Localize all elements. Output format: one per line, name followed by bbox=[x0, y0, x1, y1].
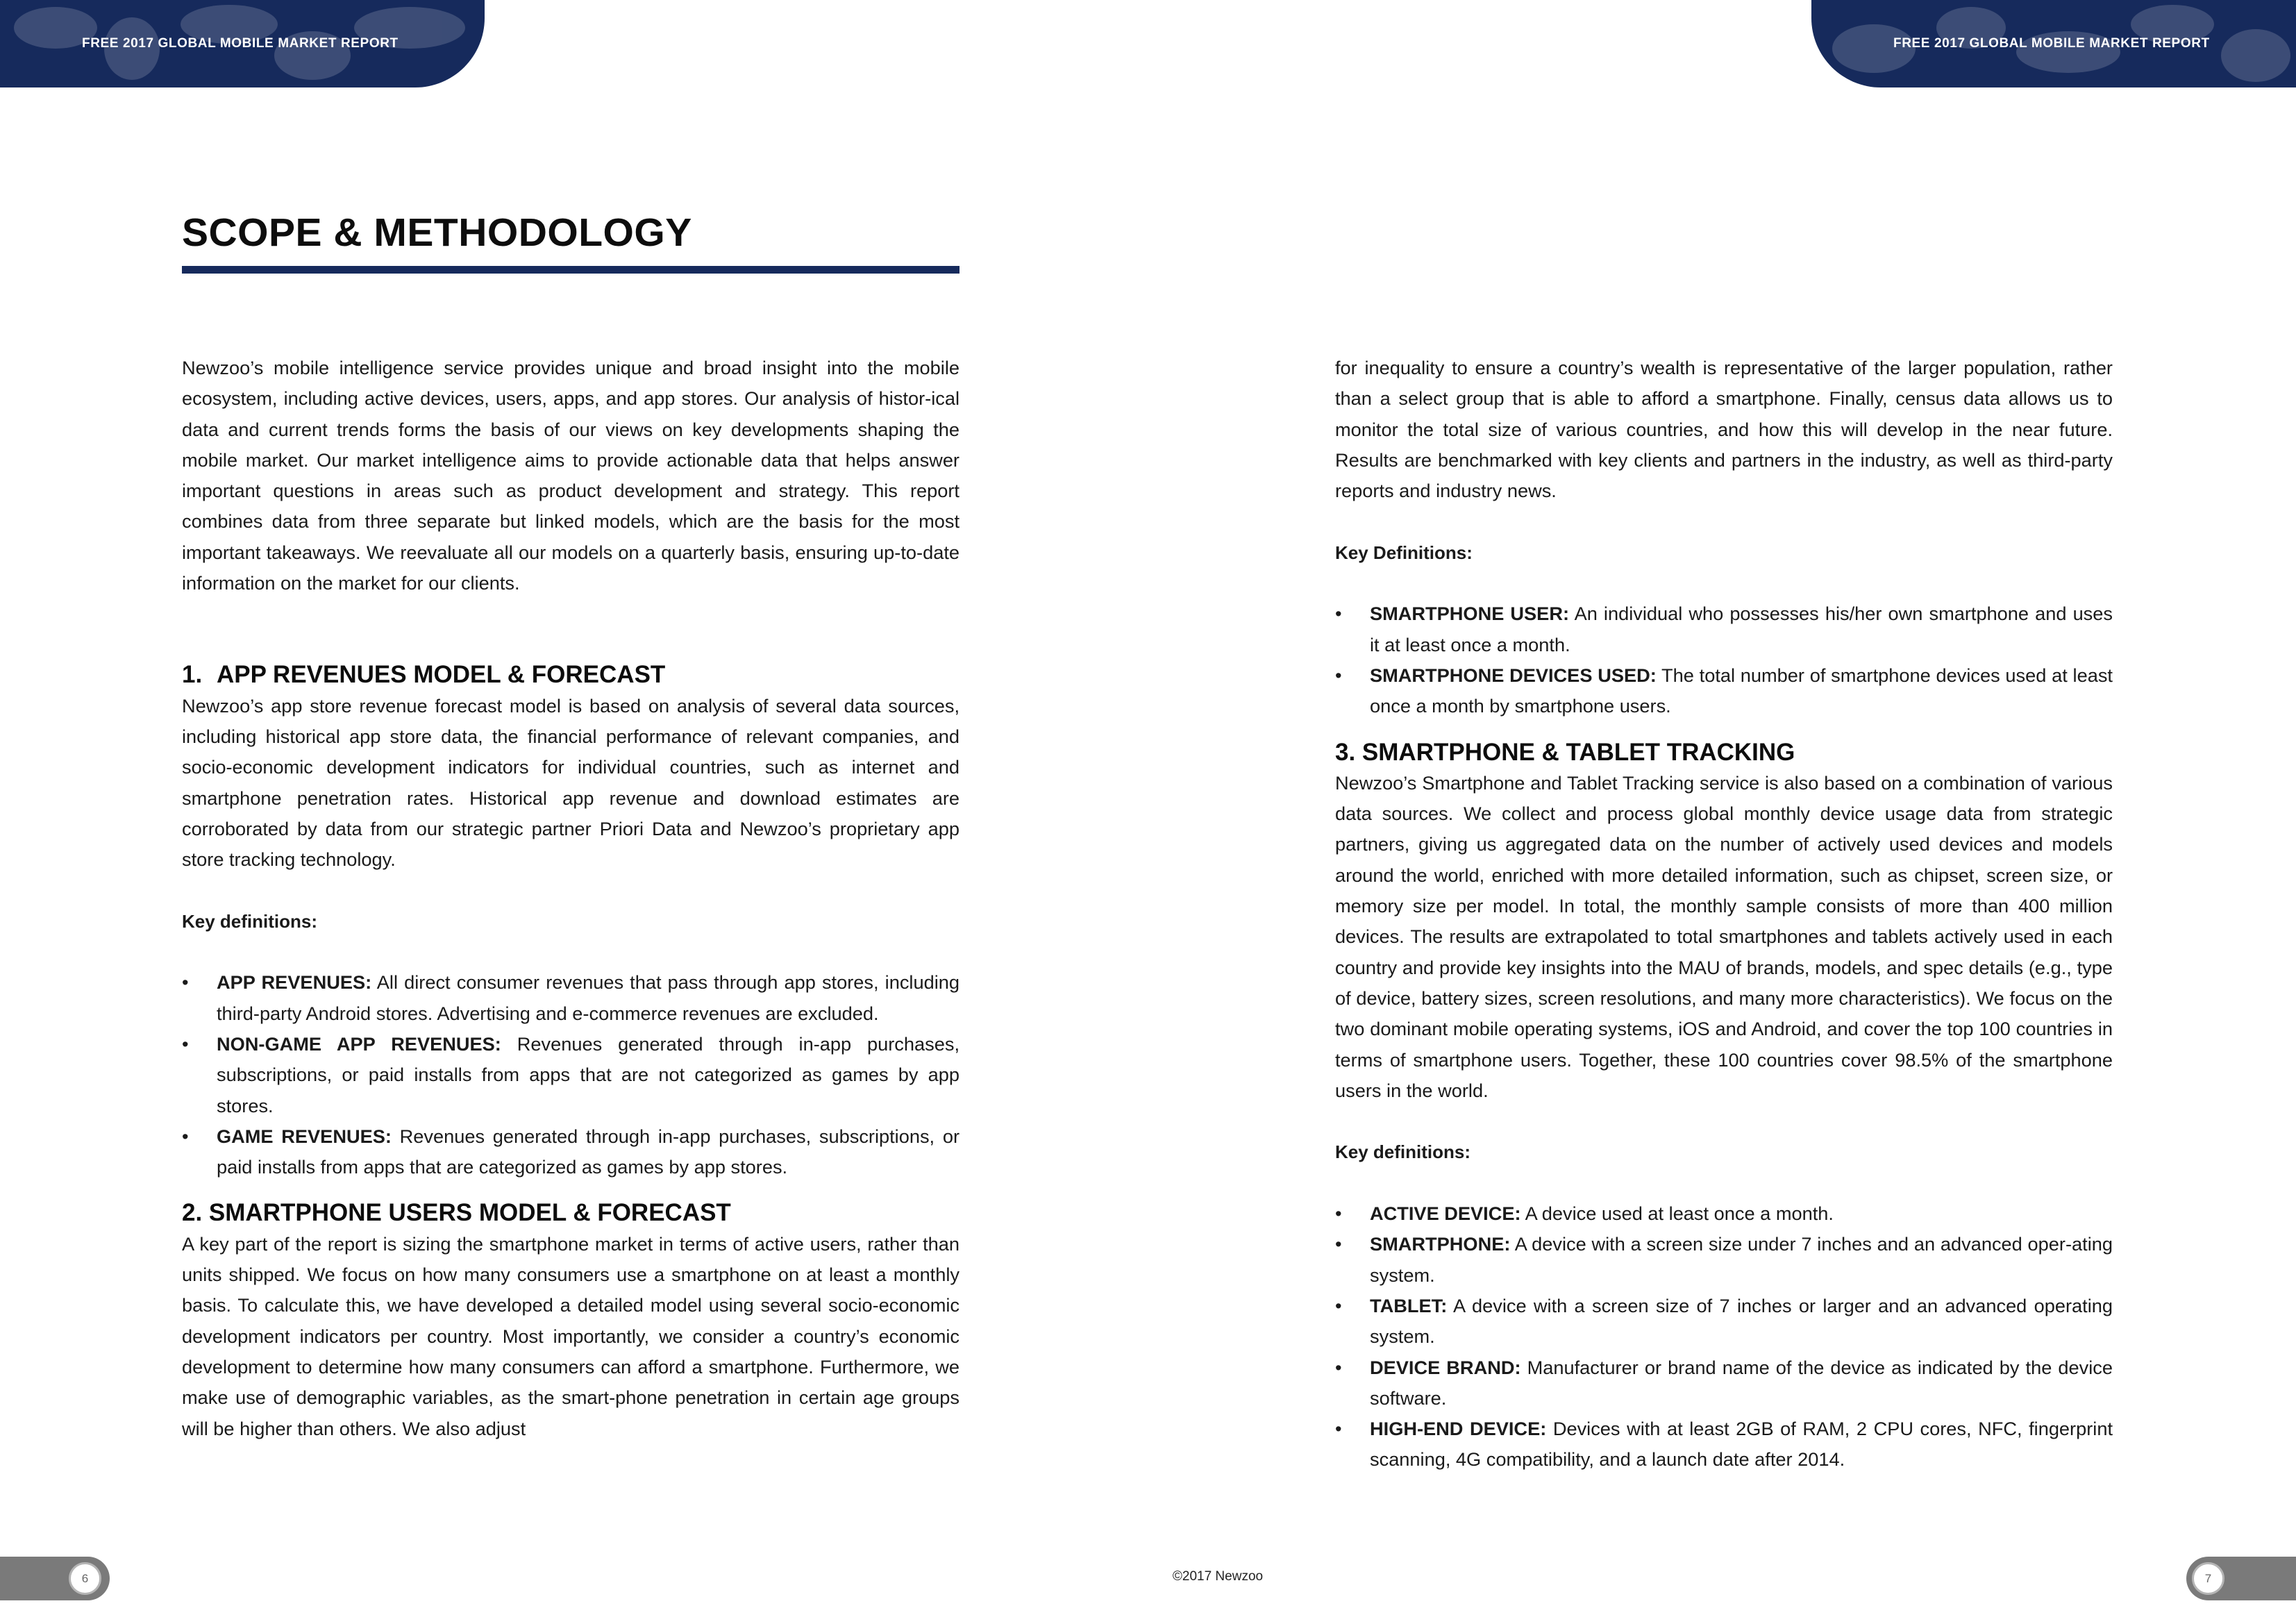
page-number-left: 6 bbox=[69, 1562, 101, 1595]
title-underline bbox=[182, 266, 960, 274]
list-item: • GAME REVENUES: Revenues generated through in-app purchases, subscriptions, or paid installs from apps that are categorized as games by app stores. bbox=[182, 1125, 960, 1178]
copyright-text: ©2017 Newzoo bbox=[1172, 1569, 1264, 1584]
section-2-continuation: for inequality to ensure a country’s wealth is representative of the larger population, rather than a select group that is able to afford a smartphone. Finally, census data allows us to monitor the total size of various countries, and how this will develop in the near future. Results are benchmarked with key clients and partners in the industry, as well as third-party reports and industry news. bbox=[1335, 357, 2113, 502]
section-1-body: Newzoo’s app store revenue forecast model is based on analysis of several data sources, including historical app store data, the financial performance of relevant companies, and socio-economic development indicators for individual countries, such as internet and smartphone penetration rates. Historical app revenue and download estimates are corroborated by data from our strategic partner Priori Data and Newzoo’s proprietary app store tracking technology. bbox=[182, 694, 960, 871]
list-item: • HIGH-END DEVICE: Devices with at least 2GB of RAM, 2 CPU cores, NFC, fingerprint scanning, 4G compatibility, and a launch date after 2014. bbox=[1335, 1418, 2113, 1471]
list-item: • ACTIVE DEVICE: A device used at least once a month. bbox=[1335, 1203, 1834, 1225]
right-column bbox=[1335, 353, 2113, 1475]
list-item: • NON-GAME APP REVENUES: Revenues generated through in-app purchases, subscriptions, or paid installs from apps that are not categorized as games by app stores. bbox=[182, 1032, 960, 1116]
section-2-key-definitions-label: Key Definitions: bbox=[1335, 542, 1473, 563]
page-number-right: 7 bbox=[2192, 1562, 2224, 1595]
header-report-title-right: FREE 2017 GLOBAL MOBILE MARKET REPORT bbox=[1893, 36, 2210, 51]
section-3-heading: 3. SMARTPHONE & TABLET TRACKING bbox=[1335, 738, 1795, 766]
section-2-heading: 2. SMARTPHONE USERS MODEL & FORECAST bbox=[182, 1199, 731, 1227]
section-1-heading: 1. APP REVENUES MODEL & FORECAST bbox=[182, 661, 666, 689]
list-item: • APP REVENUES: All direct consumer revenues that pass through app stores, including third-party Android stores. Advertising and e-commerce revenues are excluded. bbox=[182, 971, 960, 1024]
list-item: • TABLET: A device with a screen size of 7 inches or larger and an advanced operating system. bbox=[1335, 1294, 2113, 1348]
section-2-body: A key part of the report is sizing the smartphone market in terms of active users, rather than units shipped. We focus on how many consumers use a smartphone on at least a monthly basis. To calculate this, we have developed a detailed model using several socio-economic development indicators per country. Most importantly, we consider a country’s economic development to determine how many consumers can afford a smartphone. Furthermore, we make use of demographic variables, as the smart-phone penetration in certain age groups will be higher than others. We also adjust bbox=[182, 1232, 960, 1439]
section-3-body: Newzoo’s Smartphone and Tablet Tracking service is also based on a combination of various data sources. We collect and process global monthly device usage data from strategic partners, giving us aggregated data on the number of actively used devices and models around the world, enriched with more detailed information, such as chipset, screen size, or memory size per model. In total, the monthly sample consists of more than 400 million devices. The results are extrapolated to total smartphones and tablets actively used in each country and provide key insights into the MAU of brands, models, and spec details (e.g., type of device, battery sizes, screen resolutions, and many more characteristics). We focus on the two dominant mobile operating systems, iOS and Android, and cover the top 100 countries in terms of smartphone users. Together, these 100 countries cover 98.5% of the smartphone users in the world. bbox=[1335, 771, 2113, 1101]
left-column bbox=[182, 353, 960, 1444]
list-item: • DEVICE BRAND: Manufacturer or brand name of the device as indicated by the device software. bbox=[1335, 1356, 2113, 1409]
page-title: SCOPE & METHODOLOGY bbox=[182, 210, 692, 255]
list-item: • SMARTPHONE USER: An individual who possesses his/her own smartphone and uses it at least once a month. bbox=[1335, 603, 2113, 655]
section-1-key-definitions-label: Key definitions: bbox=[182, 910, 318, 932]
header-report-title-left: FREE 2017 GLOBAL MOBILE MARKET REPORT bbox=[82, 36, 399, 51]
section-3-key-definitions-label: Key definitions: bbox=[1335, 1141, 1471, 1163]
list-item: • SMARTPHONE DEVICES USED: The total number of smartphone devices used at least once a month by smartphone users. bbox=[1335, 664, 2113, 717]
header-tab-right bbox=[1811, 0, 2296, 87]
header-tab-left bbox=[0, 0, 485, 87]
list-item: • SMARTPHONE: A device with a screen size under 7 inches and an advanced oper-ating system. bbox=[1335, 1233, 2113, 1286]
intro-paragraph: Newzoo’s mobile intelligence service provides unique and broad insight into the mobile ecosystem, including active devices, users, apps, and app stores. Our analysis of histor-ical data and current trends forms the basis of our views on key developments shaping the mobile market. Our market intelligence aims to provide actionable data that helps answer important questions in areas such as product development and strategy. This report combines data from three separate but linked models, which are the basis for the most important takeaways. We reevaluate all our models on a quarterly basis, ensuring up-to-date information on the market for our clients. bbox=[182, 357, 960, 594]
